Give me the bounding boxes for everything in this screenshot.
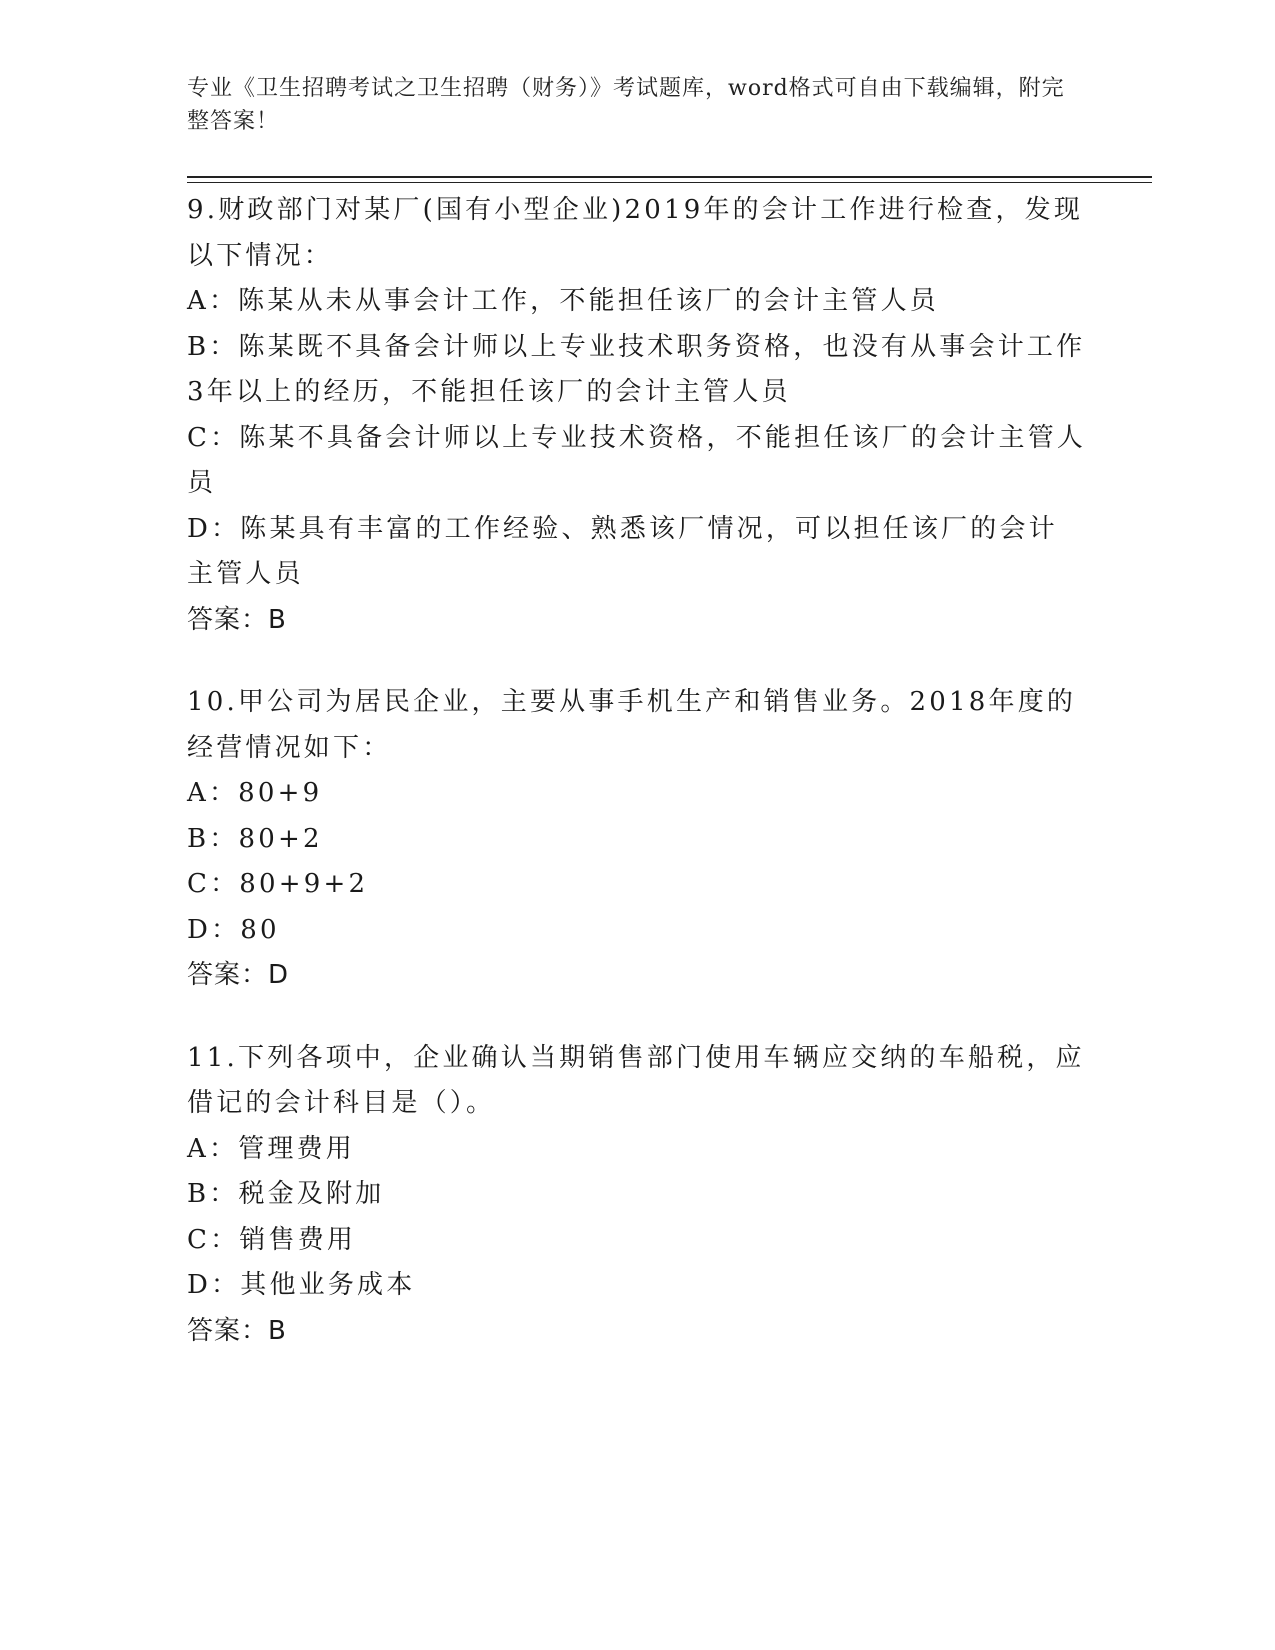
header-divider-thin xyxy=(187,182,1152,183)
option-c: C：陈某不具备会计师以上专业技术资格，不能担任该厂的会计主管人员 xyxy=(187,422,1087,498)
option-c: C：80+9+2 xyxy=(187,869,369,899)
question-10 xyxy=(187,680,1087,999)
question-11 xyxy=(187,1036,1087,1355)
option-d: D：陈某具有丰富的工作经验、熟悉该厂情况，可以担任该厂的会计主管人员 xyxy=(187,513,1058,589)
question-9 xyxy=(187,188,1087,643)
header-divider-thick xyxy=(187,176,1152,178)
option-b: B：税金及附加 xyxy=(187,1179,385,1209)
answer: 答案：B xyxy=(187,604,287,635)
question-stem: 11.下列各项中，企业确认当期销售部门使用车辆应交纳的车船税，应借记的会计科目是（）。 xyxy=(187,1042,1085,1118)
option-c: C：销售费用 xyxy=(187,1224,357,1255)
option-b: B：80+2 xyxy=(187,823,323,854)
option-a: A：80+9 xyxy=(187,778,323,808)
question-stem: 9.财政部门对某厂(国有小型企业)2019年的会计工作进行检查，发现以下情况： xyxy=(187,195,1084,271)
question-stem: 10.甲公司为居民企业，主要从事手机生产和销售业务。2018年度的经营情况如下： xyxy=(187,687,1077,763)
answer: 答案：D xyxy=(187,960,290,990)
option-a: A：管理费用 xyxy=(187,1133,355,1164)
option-b: B：陈某既不具备会计师以上专业技术职务资格，也没有从事会计工作3年以上的经历，不能担任该厂的会计主管人员 xyxy=(187,331,1086,407)
option-d: D：80 xyxy=(187,914,280,945)
option-d: D：其他业务成本 xyxy=(187,1270,416,1300)
option-a: A：陈某从未从事会计工作，不能担任该厂的会计主管人员 xyxy=(187,286,939,316)
page-header: 专业《卫生招聘考试之卫生招聘（财务）》考试题库，word格式可自由下载编辑，附完整答案！ xyxy=(187,76,1065,134)
answer: 答案：B xyxy=(187,1315,287,1346)
question-list xyxy=(187,188,1087,1391)
